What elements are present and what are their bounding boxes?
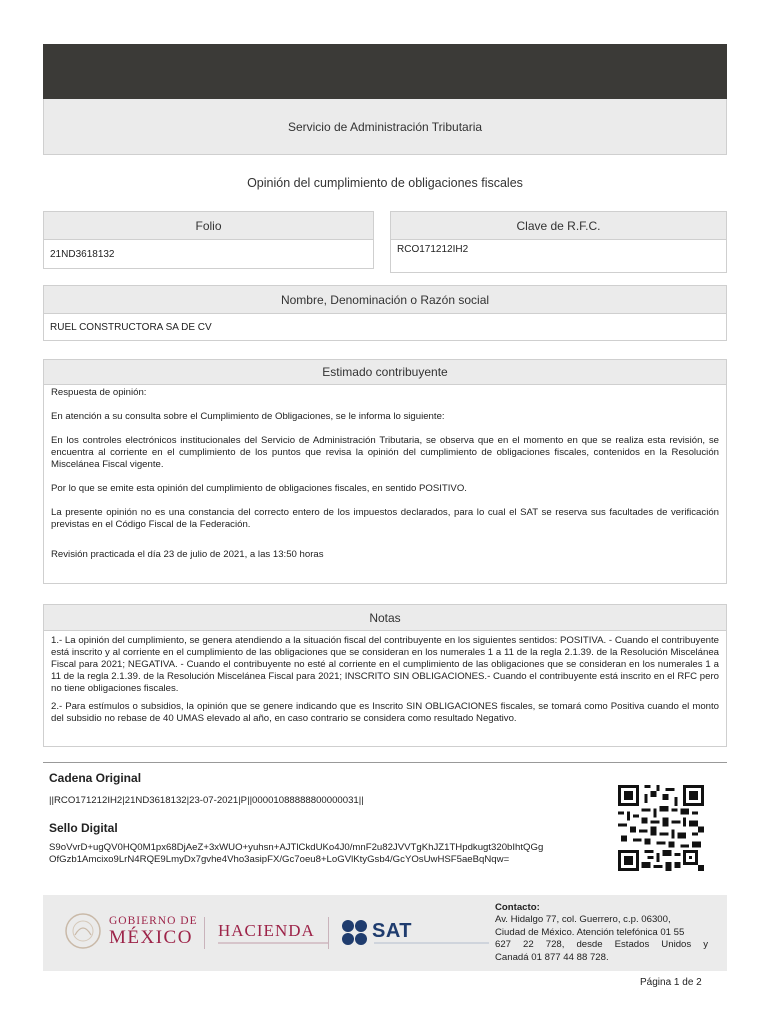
contact-line-2: Ciudad de México. Atención telefónica 01 55 xyxy=(495,926,685,938)
nota-1: 1.- La opinión del cumplimiento, se genera atendiendo a la situación fiscal del contribuyente en los siguientes sentidos: POSITIVA. - Cuando el contribuyente está inscrito y al corriente en el cumplimiento de las obligaciones que se consideran en los numerales 1 a 11 de la regla 2.1.39. de la Resolución Miscelánea Fiscal para 2021; NEGATIVA. - Cuando el contribuyente no esté al corriente en el cumplimiento de las obligaciones que se consideran en los numerales 1 a 11 de la regla 2.1.39. de la Resolución Miscelánea Fiscal para 2021; INSCRITO SIN OBLIGACIONES.- Cuando el contribuyente está inscrito en el RFC pero no tiene obligaciones fiscales. xyxy=(51,635,719,694)
notas-body xyxy=(44,631,726,725)
folio-box xyxy=(43,211,374,269)
nombre-box xyxy=(43,285,727,341)
estimado-label: Estimado contribuyente xyxy=(44,360,726,385)
cadena-label: Cadena Original xyxy=(49,771,142,785)
sat-subline xyxy=(374,942,489,944)
folio-value: 21ND3618132 xyxy=(50,248,115,260)
contact-block xyxy=(495,902,708,964)
document-title: Opinión del cumplimiento de obligaciones fiscales xyxy=(247,176,523,190)
estimado-body xyxy=(44,387,726,561)
nombre-value: RUEL CONSTRUCTORA SA DE CV xyxy=(50,321,212,333)
logo-divider xyxy=(204,917,205,949)
contact-line-4: Canadá 01 877 44 88 728. xyxy=(495,951,609,963)
estimado-p6: Revisión practicada el día 23 de julio de 2021, a las 13:50 horas xyxy=(51,549,324,560)
contact-line-1: Av. Hidalgo 77, col. Guerrero, c.p. 06300, xyxy=(495,914,671,926)
estimado-p1: Respuesta de opinión: xyxy=(51,387,147,398)
contact-title: Contacto: xyxy=(495,902,540,913)
cadena-value: ||RCO171212IH2|21ND3618132|23-07-2021|P||00001088888800000031|| xyxy=(49,795,364,806)
rfc-box xyxy=(390,211,727,273)
hacienda-logo: HACIENDA xyxy=(218,921,315,940)
coat-of-arms-icon xyxy=(63,911,103,951)
nota-2: 2.- Para estímulos o subsidios, la opinión que se genere indicando que es Inscrito SIN OBLIGACIONES fiscales, se tomará como Positiva cuando el monto del subsidio no rebase de 40 UMAS elevado al año, en caso contrario se considera como resultado Negativo. xyxy=(51,701,719,724)
sat-logo-icon xyxy=(341,919,369,947)
estimado-p4: Por lo que se emite esta opinión del cumplimiento de obligaciones fiscales, en sentido POSITIVO. xyxy=(51,483,467,494)
logo-divider-2 xyxy=(328,917,329,949)
rfc-label: Clave de R.F.C. xyxy=(391,212,726,240)
section-divider xyxy=(43,762,727,763)
sello-line-2: OfGzb1Amcixo9LrN4RQE9LmyDx7gvhe4Vho3asipFX/Gc7oeu8+LoGVlKtyGsb4/GcYOsUwHSF5aeBqNqw= xyxy=(49,854,510,865)
agency-name: Servicio de Administración Tributaria xyxy=(287,119,483,134)
hacienda-subline xyxy=(218,942,328,944)
sat-logo-text: SAT xyxy=(372,920,413,942)
notas-label: Notas xyxy=(44,605,726,631)
sello-line-1: S9oVvrD+ugQV0HQ0M1px68DjAeZ+3xWUO+yuhsn+AJTlCkdUKo4J0/mnF2u82JVVTgKhJZ1THpdkugt320bIhtQGg xyxy=(49,842,544,853)
notas-box xyxy=(43,604,727,747)
estimado-p2: En atención a su consulta sobre el Cumplimiento de Obligaciones, se le informa lo siguiente: xyxy=(51,411,445,422)
contact-line-3: 627 22 728, desde Estados Unidos y xyxy=(495,939,708,951)
page-number: Página 1 de 2 xyxy=(640,977,702,988)
folio-label: Folio xyxy=(44,212,373,240)
gobierno-small: GOBIERNO DE xyxy=(109,915,198,927)
agency-header xyxy=(43,99,727,155)
sello-label: Sello Digital xyxy=(49,821,118,835)
estimado-p3: En los controles electrónicos institucionales del Servicio de Administración Tributaria, se observa que en el momento en que se realiza esta revisión, se encuentra al corriente en el cumplimiento de los puntos que revisa la opinión del cumplimiento de obligaciones fiscales, contenidos en la Resolución Miscelánea Fiscal vigente. xyxy=(51,435,719,470)
rfc-value: RCO171212IH2 xyxy=(397,244,469,255)
qr-code-icon xyxy=(618,783,704,873)
estimado-box xyxy=(43,359,727,584)
estimado-p5: La presente opinión no es una constancia del correcto entero de los impuestos declarados, para lo cual el SAT se reserva sus facultades de verificación previstas en el Código Fiscal de la Federación. xyxy=(51,507,719,530)
nombre-label: Nombre, Denominación o Razón social xyxy=(44,286,726,314)
top-banner xyxy=(43,44,727,99)
footer-band xyxy=(43,895,727,971)
gobierno-big: MÉXICO xyxy=(109,927,193,948)
